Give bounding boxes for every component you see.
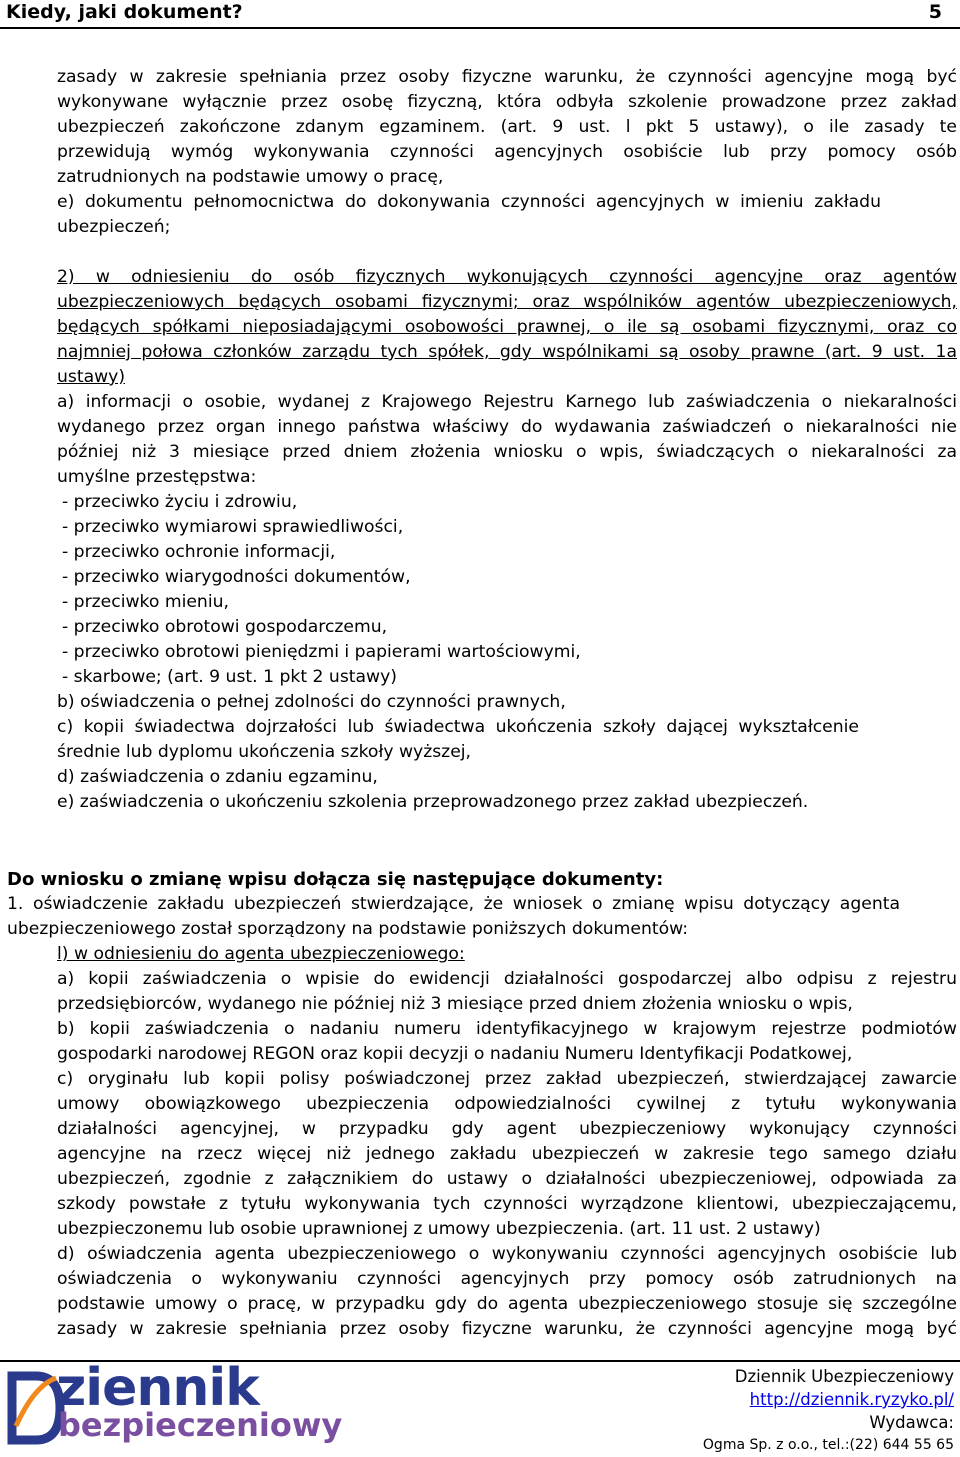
publisher-contact: Ogma Sp. z o.o., tel.:(22) 644 55 65 <box>702 1437 954 1453</box>
text-line: c) oryginału lub kopii polisy poświadczonej przez zakład ubezpieczeń, stwierdzającej zawarcie <box>57 1069 957 1089</box>
text-line: zatrudnionych na podstawie umowy o pracę, <box>57 167 444 187</box>
text-line: umyślne przestępstwa: <box>57 467 257 487</box>
text-line: najmniej połowa członków zarządu tych spółek, gdy wspólnikami są osoby prawne (art. 9 ust. 1a <box>57 342 957 362</box>
list-item: - skarbowe; (art. 9 ust. 1 pkt 2 ustawy) <box>62 667 397 687</box>
text-line: b) oświadczenia o pełnej zdolności do czynności prawnych, <box>57 692 566 712</box>
footer-info <box>703 1365 954 1457</box>
list-item: - przeciwko obrotowi gospodarczemu, <box>62 617 388 637</box>
list-item: - przeciwko życiu i zdrowiu, <box>62 492 298 512</box>
text-line: oświadczenia o wykonywaniu czynności agencyjnych przy pomocy osób zatrudnionych na <box>57 1269 957 1289</box>
list-item: - przeciwko ochronie informacji, <box>62 542 336 562</box>
text-line: przedsiębiorców, wydanego nie później niż 3 miesiące przed dniem złożenia wniosku o wpis, <box>57 994 853 1014</box>
logo-subtext: bezpieczeniowy <box>58 1406 343 1444</box>
text-line: zasady w zakresie spełniania przez osoby fizyczne warunku, że czynności agencyjne mogą być <box>57 1319 957 1339</box>
text-line: ubezpieczeń; <box>57 217 171 237</box>
publication-link[interactable]: http://dziennik.ryzyko.pl/ <box>749 1390 954 1409</box>
subsection-heading: l) w odniesieniu do agenta ubezpieczeniowego: <box>57 944 465 964</box>
text-line: działalności agencyjnej, w przypadku gdy agent ubezpieczeniowy wykonujący czynności <box>57 1119 957 1139</box>
text-line: gospodarki narodowej REGON oraz kopii decyzji o nadaniu Numeru Identyfikacji Podatkowej, <box>57 1044 853 1064</box>
text-line: ubezpieczeń zakończone zdanym egzaminem. (art. 9 ust. l pkt 5 ustawy), o ile zasady te <box>57 117 957 137</box>
text-line: d) oświadczenia agenta ubezpieczeniowego o wykonywaniu czynności agencyjnych osobiście lub <box>57 1244 957 1264</box>
text-line: przewidują wymóg wykonywania czynności agencyjnych osobiście lub przy pomocy osób <box>57 142 957 162</box>
text-line: wykonywane wyłącznie przez osobę fizyczną, która odbyła szkolenie prowadzone przez zakład <box>57 92 957 112</box>
section-heading: Do wniosku o zmianę wpisu dołącza się następujące dokumenty: <box>7 869 664 890</box>
text-line: 1. oświadczenie zakładu ubezpieczeń stwierdzające, że wniosek o zmianę wpisu dotyczący agenta <box>7 894 900 914</box>
text-line: 2) w odniesieniu do osób fizycznych wykonujących czynności agencyjne oraz agentów <box>57 267 957 287</box>
text-line: ubezpieczeniowych będących osobami fizycznymi; oraz wspólników agentów ubezpieczeniowych, <box>57 292 957 312</box>
text-line: b) kopii zaświadczenia o nadaniu numeru identyfikacyjnego w krajowym rejestrze podmiotów <box>57 1019 957 1039</box>
text-line: e) zaświadczenia o ukończeniu szkolenia przeprowadzonego przez zakład ubezpieczeń. <box>57 792 809 812</box>
text-line: umowy obowiązkowego ubezpieczenia odpowiedzialności cywilnej z tytułu wykonywania <box>57 1094 957 1114</box>
list-item: - przeciwko wymiarowi sprawiedliwości, <box>62 517 404 537</box>
dziennik-logo <box>6 1358 343 1450</box>
publisher-label: Wydawca: <box>869 1413 954 1432</box>
text-line: ustawy) <box>57 367 126 387</box>
page-number: 5 <box>928 1 942 23</box>
text-line: podstawie umowy o pracę, w przypadku gdy do agenta ubezpieczeniowego stosuje się szczególne <box>57 1294 957 1314</box>
text-line: średnie lub dyplomu ukończenia szkoły wyższej, <box>57 742 472 762</box>
list-item: - przeciwko wiarygodności dokumentów, <box>62 567 411 587</box>
text-line: zasady w zakresie spełniania przez osoby fizyczne warunku, że czynności agencyjne mogą być <box>57 67 957 87</box>
text-line: później niż 3 miesiące przed dniem złożenia wniosku o wpis, świadczących o niekaralności za <box>57 442 957 462</box>
list-item: - przeciwko mieniu, <box>62 592 229 612</box>
text-line: agencyjne na rzecz więcej niż jednego zakładu ubezpieczeń w zakresie tego samego działu <box>57 1144 957 1164</box>
list-item: - przeciwko obrotowi pieniędzmi i papierami wartościowymi, <box>62 642 581 662</box>
page-header <box>0 0 960 29</box>
text-line: a) kopii zaświadczenia o wpisie do ewidencji działalności gospodarczej albo odpisu z rejestru <box>57 969 957 989</box>
document-title: Kiedy, jaki dokument? <box>6 1 243 23</box>
text-line: a) informacji o osobie, wydanej z Krajowego Rejestru Karnego lub zaświadczenia o niekaralności <box>57 392 957 412</box>
text-line: d) zaświadczenia o zdaniu egzaminu, <box>57 767 378 787</box>
text-line: e) dokumentu pełnomocnictwa do dokonywania czynności agencyjnych w imieniu zakładu <box>57 192 881 212</box>
publication-name: Dziennik Ubezpieczeniowy <box>734 1367 954 1386</box>
text-line: ubezpieczeń, zgodnie z załącznikiem do ustawy o działalności ubezpieczeniowej, odpowiada za <box>57 1169 957 1189</box>
text-line: będących spółkami nieposiadającymi osobowości prawnej, o ile są osobami fizycznymi, oraz co <box>57 317 957 337</box>
logo-text: ziennik <box>56 1358 259 1418</box>
text-line: c) kopii świadectwa dojrzałości lub świadectwa ukończenia szkoły dającej wykształcenie <box>57 717 859 737</box>
text-line: szkody powstałe z tytułu wykonywania tych czynności wyrządzone klientowi, ubezpieczającemu, <box>57 1194 957 1214</box>
text-line: wydanego przez organ innego państwa właściwy do wydawania zaświadczeń o niekaralności nie <box>57 417 957 437</box>
text-line: ubezpieczonemu lub osobie uprawnionej z umowy ubezpieczenia. (art. 11 ust. 2 ustawy) <box>57 1219 821 1239</box>
text-line: ubezpieczeniowego został sporządzony na podstawie poniższych dokumentów: <box>7 919 689 939</box>
